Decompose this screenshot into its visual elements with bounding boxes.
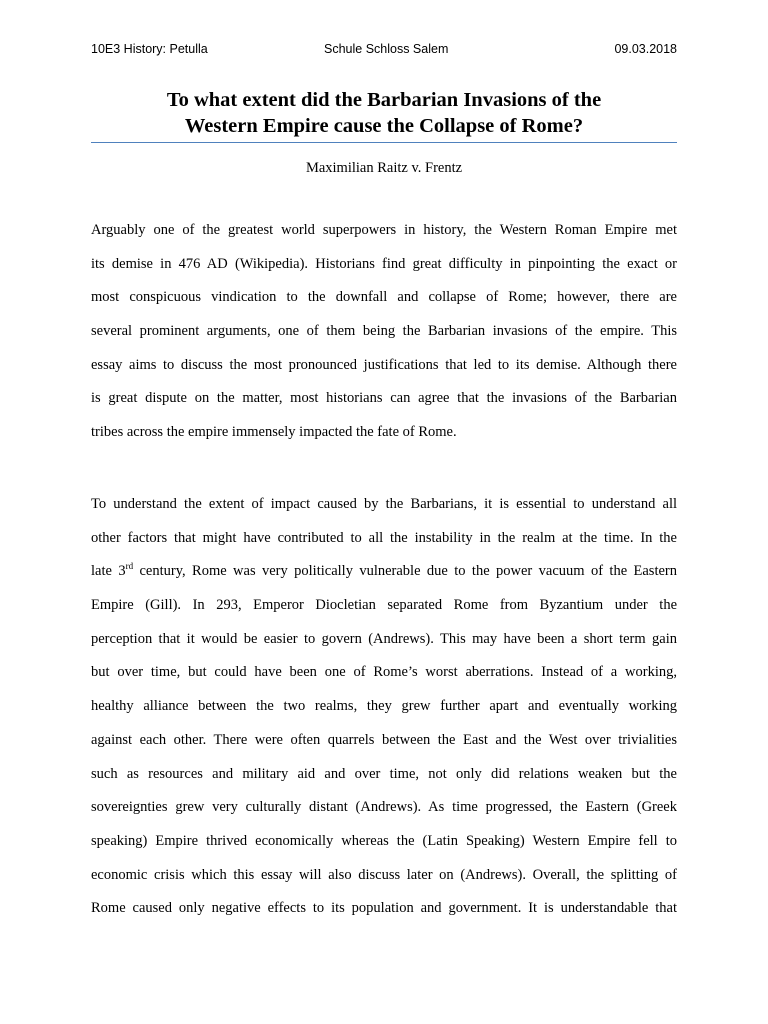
paragraph-line: such as resources and military aid and over time, not only did relations weaken but the	[91, 765, 677, 782]
header-course: 10E3 History: Petulla	[91, 42, 208, 56]
paragraph-line: perception that it would be easier to govern (Andrews). This may have been a short term gain	[91, 630, 677, 647]
title-divider	[91, 142, 677, 143]
paragraph-line: economic crisis which this essay will also discuss later on (Andrews). Overall, the splitting of	[91, 866, 677, 883]
ordinal-superscript: rd	[125, 561, 134, 572]
paragraph-line: essay aims to discuss the most pronounced justifications that led to its demise. Although there	[91, 356, 677, 373]
paragraph-line: tribes across the empire immensely impacted the fate of Rome.	[91, 424, 457, 441]
paragraph-2	[91, 488, 677, 926]
header-school: Schule Schloss Salem	[324, 42, 449, 56]
paragraph-line: is great dispute on the matter, most historians can agree that the invasions of the Barbarian	[91, 390, 677, 407]
paragraph-line: healthy alliance between the two realms, they grew further apart and eventually working	[91, 698, 677, 715]
line-text: late 3	[91, 563, 126, 580]
paragraph-line: Arguably one of the greatest world superpowers in history, the Western Roman Empire met	[91, 222, 677, 238]
author-name: Maximilian Raitz v. Frentz	[305, 160, 463, 176]
paragraph-line: Empire (Gill). In 293, Emperor Diocletian separated Rome from Byzantium under the	[91, 597, 677, 614]
paragraph-line: other factors that might have contributed to all the instability in the realm at the time. In the	[91, 529, 677, 546]
paragraph-line: most conspicuous vindication to the downfall and collapse of Rome; however, there are	[91, 289, 677, 306]
essay-title-line-2: Western Empire cause the Collapse of Rome?	[184, 115, 584, 137]
paragraph-line: but over time, but could have been one of Rome’s worst aberrations. Instead of a working,	[91, 664, 677, 681]
paragraph-line: To understand the extent of impact caused by the Barbarians, it is essential to understand all	[91, 496, 677, 512]
essay-title	[91, 87, 677, 139]
header-date: 09.03.2018	[614, 42, 677, 56]
paragraph-line: against each other. There were often quarrels between the East and the West over trivialities	[91, 731, 677, 748]
paragraph-line: Rome caused only negative effects to its population and government. It is understandable that	[91, 900, 677, 917]
page-header	[91, 42, 677, 62]
paragraph-line	[91, 555, 677, 589]
line-text: century, Rome was very politically vulnerable due to the power vacuum of the Eastern	[133, 563, 677, 580]
essay-title-line-1: To what extent did the Barbarian Invasions of the	[166, 89, 602, 111]
paragraph-1	[91, 214, 677, 450]
paragraph-line: sovereignties grew very culturally distant (Andrews). As time progressed, the Eastern (Greek	[91, 799, 677, 816]
paragraph-line: speaking) Empire thrived economically whereas the (Latin Speaking) Western Empire fell to	[91, 832, 677, 849]
paragraph-line: several prominent arguments, one of them being the Barbarian invasions of the empire. This	[91, 323, 677, 340]
paragraph-line: its demise in 476 AD (Wikipedia). Historians find great difficulty in pinpointing the exact or	[91, 255, 677, 272]
